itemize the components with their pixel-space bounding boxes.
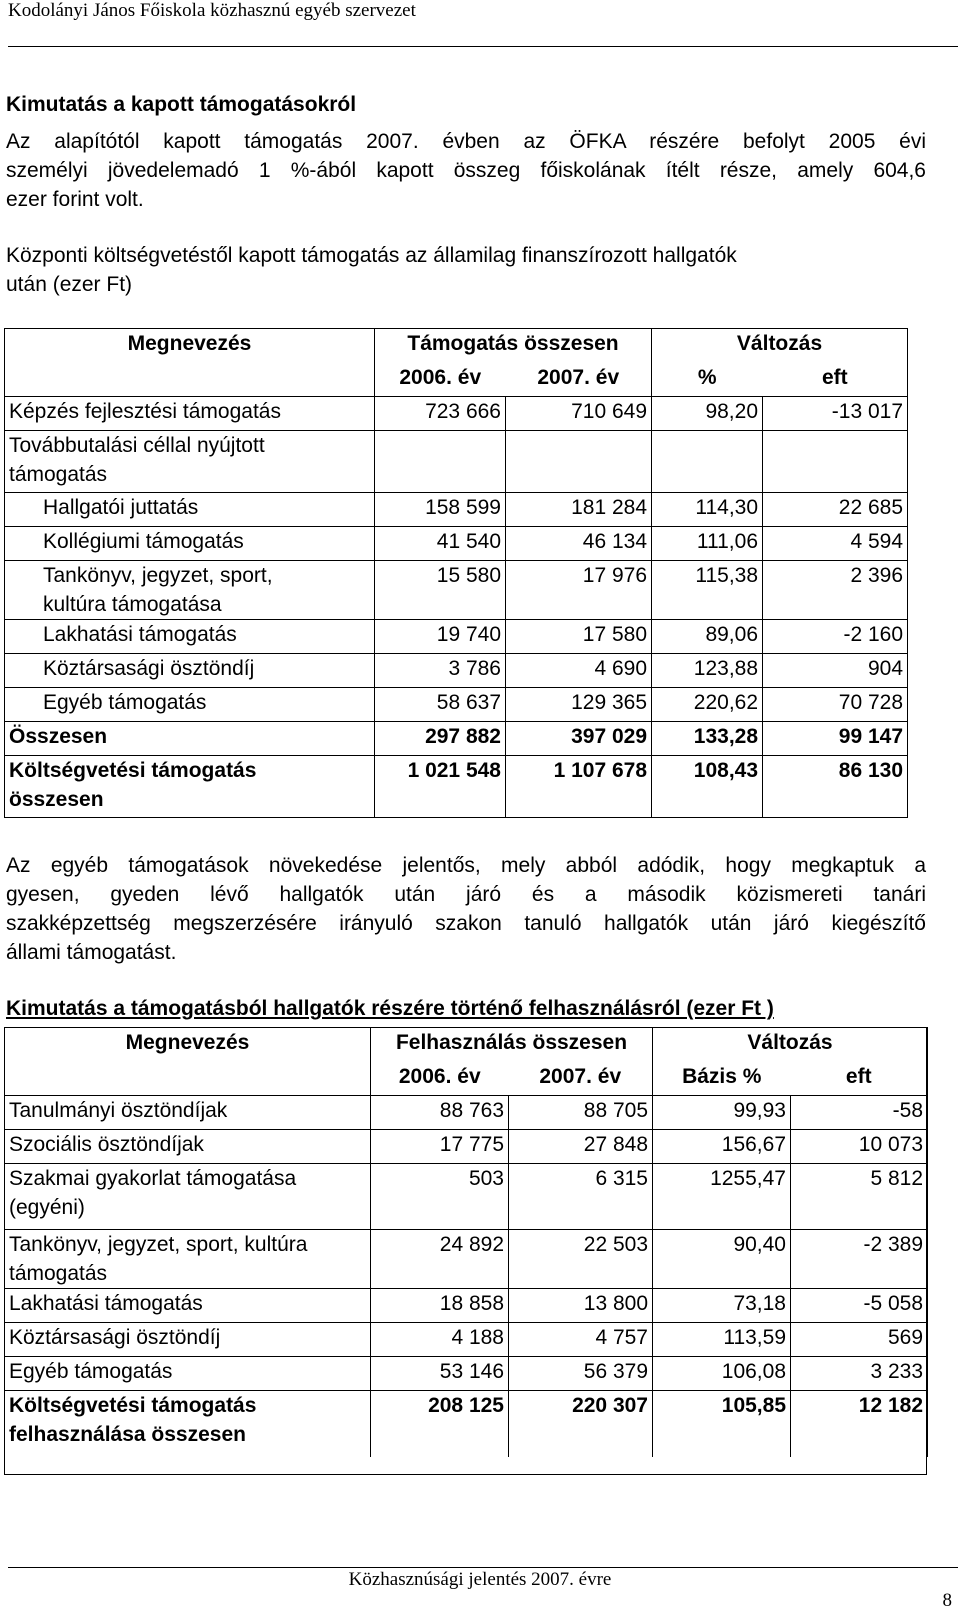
value-2007: 129 365 <box>506 688 652 722</box>
value-2007: 6 315 <box>509 1164 653 1230</box>
empty-cell <box>5 1062 371 1096</box>
value-2006: 88 763 <box>371 1096 509 1130</box>
value-2007: 397 029 <box>506 722 652 756</box>
row-label: Tankönyv, jegyzet, sport, kultúra támogatás <box>5 1230 371 1289</box>
value-percent: 114,30 <box>652 493 763 527</box>
row-label: Összesen <box>5 722 375 756</box>
value-2007: 88 705 <box>509 1096 653 1130</box>
column-header-change: Változás <box>653 1028 928 1062</box>
empty-cell <box>506 431 652 493</box>
value-percent: 73,18 <box>653 1289 791 1323</box>
table-row <box>5 654 908 688</box>
value-eft: 86 130 <box>763 756 908 818</box>
table-row <box>5 1289 928 1323</box>
value-2007: 17 976 <box>506 561 652 620</box>
value-percent: 123,88 <box>652 654 763 688</box>
value-percent: 90,40 <box>653 1230 791 1289</box>
heading-line: után (ezer Ft) <box>6 273 133 296</box>
heading-line: Központi költségvetéstől kapott támogatás az államilag finanszírozott hallgatók <box>6 244 737 267</box>
value-2007: 4 690 <box>506 654 652 688</box>
row-label: Lakhatási támogatás <box>5 620 375 654</box>
row-label: Egyéb támogatás <box>5 688 375 722</box>
value-eft: 99 147 <box>763 722 908 756</box>
value-2006: 18 858 <box>371 1289 509 1323</box>
row-label: Egyéb támogatás <box>5 1357 371 1391</box>
table-row <box>5 493 908 527</box>
table-subheader-row <box>5 363 908 397</box>
value-percent: 113,59 <box>653 1323 791 1357</box>
empty-cell <box>652 431 763 493</box>
row-label: Tankönyv, jegyzet, sport, kultúra támogatása <box>5 561 375 620</box>
table-row <box>5 397 908 431</box>
value-percent: 108,43 <box>652 756 763 818</box>
paragraph-line: szakképzettség megszerzésére irányuló szakon tanuló hallgatók után járó kiegészítő <box>6 912 926 935</box>
value-2007: 17 580 <box>506 620 652 654</box>
column-header-percent: % <box>652 363 763 397</box>
value-percent: 156,67 <box>653 1130 791 1164</box>
value-percent: 220,62 <box>652 688 763 722</box>
value-eft: 904 <box>763 654 908 688</box>
paragraph-line: állami támogatást. <box>6 941 177 964</box>
table-header-row <box>5 1028 928 1062</box>
value-eft: 4 594 <box>763 527 908 561</box>
value-2007: 56 379 <box>509 1357 653 1391</box>
value-percent: 106,08 <box>653 1357 791 1391</box>
value-2007: 1 107 678 <box>506 756 652 818</box>
value-percent: 111,06 <box>652 527 763 561</box>
value-percent: 105,85 <box>653 1391 791 1457</box>
value-percent: 99,93 <box>653 1096 791 1130</box>
value-eft: -2 160 <box>763 620 908 654</box>
paragraph-line: Az alapítótól kapott támogatás 2007. évben az ÖFKA részére befolyt 2005 évi <box>6 130 926 153</box>
founder-support-paragraph <box>6 127 926 214</box>
table-subheader-row <box>5 1062 928 1096</box>
value-percent: 115,38 <box>652 561 763 620</box>
usage-table-heading: Kimutatás a támogatásból hallgatók részére történő felhasználásról (ezer Ft ) <box>6 997 774 1020</box>
value-2006: 58 637 <box>375 688 506 722</box>
column-header-2006: 2006. év <box>375 363 506 397</box>
table-row <box>5 620 908 654</box>
column-header-base-percent: Bázis % <box>653 1062 791 1096</box>
value-eft: 70 728 <box>763 688 908 722</box>
value-2006: 53 146 <box>371 1357 509 1391</box>
table-row <box>5 1230 928 1289</box>
row-label: Szakmai gyakorlat támogatása (egyéni) <box>5 1164 371 1230</box>
table-row <box>5 1357 928 1391</box>
column-header-total: Felhasználás összesen <box>371 1028 653 1062</box>
section-heading-support: Kimutatás a kapott támogatásokról <box>6 93 357 116</box>
row-label: Lakhatási támogatás <box>5 1289 371 1323</box>
value-eft: -58 <box>791 1096 928 1130</box>
value-percent: 133,28 <box>652 722 763 756</box>
column-header-2007: 2007. év <box>509 1062 653 1096</box>
value-eft: -2 389 <box>791 1230 928 1289</box>
value-percent: 98,20 <box>652 397 763 431</box>
table-row <box>5 431 908 493</box>
paragraph-line: gyesen, gyeden lévő hallgatók után járó és a második közismereti tanári <box>6 883 926 906</box>
row-label: Szociális ösztöndíjak <box>5 1130 371 1164</box>
other-support-paragraph <box>6 851 926 967</box>
value-eft: -5 058 <box>791 1289 928 1323</box>
table-row <box>5 1130 928 1164</box>
value-2007: 22 503 <box>509 1230 653 1289</box>
value-percent: 1255,47 <box>653 1164 791 1230</box>
empty-cell <box>375 431 506 493</box>
value-2006: 297 882 <box>375 722 506 756</box>
column-header-change: Változás <box>652 329 908 363</box>
value-2006: 1 021 548 <box>375 756 506 818</box>
column-header-eft: eft <box>763 363 908 397</box>
value-eft: 12 182 <box>791 1391 928 1457</box>
table-row <box>5 527 908 561</box>
central-budget-table <box>4 328 908 818</box>
footer-title: Közhasznúsági jelentés 2007. évre <box>348 1569 612 1590</box>
paragraph-line: ezer forint volt. <box>6 188 144 211</box>
paragraph-line: személyi jövedelemadó 1 %-ából kapott összeg főiskolának ítélt része, amely 604,6 <box>6 159 926 182</box>
column-header-eft: eft <box>791 1062 928 1096</box>
table-row <box>5 1164 928 1230</box>
table-header-row <box>5 329 908 363</box>
table-total-row <box>5 722 908 756</box>
table-row <box>5 1323 928 1357</box>
value-2006: 19 740 <box>375 620 506 654</box>
page-header <box>8 0 958 47</box>
table-row <box>5 561 908 620</box>
value-2007: 4 757 <box>509 1323 653 1357</box>
column-header-total: Támogatás összesen <box>375 329 652 363</box>
value-2006: 15 580 <box>375 561 506 620</box>
row-label: Képzés fejlesztési támogatás <box>5 397 375 431</box>
row-label: Tanulmányi ösztöndíjak <box>5 1096 371 1130</box>
value-eft: -13 017 <box>763 397 908 431</box>
value-2007: 710 649 <box>506 397 652 431</box>
row-label: Köztársasági ösztöndíj <box>5 654 375 688</box>
row-label: Kollégiumi támogatás <box>5 527 375 561</box>
column-header-2006: 2006. év <box>371 1062 509 1096</box>
value-2007: 27 848 <box>509 1130 653 1164</box>
row-label: Továbbutalási céllal nyújtott támogatás <box>5 431 375 493</box>
row-label: Köztársasági ösztöndíj <box>5 1323 371 1357</box>
value-2007: 220 307 <box>509 1391 653 1457</box>
table-grand-total-row <box>5 1391 928 1457</box>
value-2007: 181 284 <box>506 493 652 527</box>
value-eft: 3 233 <box>791 1357 928 1391</box>
value-2006: 503 <box>371 1164 509 1230</box>
value-2006: 3 786 <box>375 654 506 688</box>
value-2007: 13 800 <box>509 1289 653 1323</box>
organization-name: Kodolányi János Főiskola közhasznú egyéb szervezet <box>8 0 416 21</box>
table-grand-total-row <box>5 756 908 818</box>
value-eft: 5 812 <box>791 1164 928 1230</box>
central-budget-heading <box>6 241 926 299</box>
paragraph-line: Az egyéb támogatások növekedése jelentős, mely abból adódik, hogy megkaptuk a <box>6 854 926 877</box>
value-eft: 2 396 <box>763 561 908 620</box>
usage-table <box>4 1027 928 1457</box>
value-percent: 89,06 <box>652 620 763 654</box>
value-eft: 22 685 <box>763 493 908 527</box>
value-2006: 4 188 <box>371 1323 509 1357</box>
row-label: Költségvetési támogatás összesen <box>5 756 375 818</box>
value-2006: 208 125 <box>371 1391 509 1457</box>
footer-divider <box>8 1567 958 1568</box>
value-2006: 158 599 <box>375 493 506 527</box>
table-row <box>5 1096 928 1130</box>
page-number: 8 <box>942 1590 952 1611</box>
value-2006: 24 892 <box>371 1230 509 1289</box>
value-2007: 46 134 <box>506 527 652 561</box>
value-eft: 569 <box>791 1323 928 1357</box>
row-label: Költségvetési támogatás felhasználása összesen <box>5 1391 371 1457</box>
value-2006: 41 540 <box>375 527 506 561</box>
column-header-2007: 2007. év <box>506 363 652 397</box>
row-label: Hallgatói juttatás <box>5 493 375 527</box>
column-header-name: Megnevezés <box>5 1028 371 1062</box>
empty-cell <box>5 363 375 397</box>
value-2006: 723 666 <box>375 397 506 431</box>
column-header-name: Megnevezés <box>5 329 375 363</box>
value-eft: 10 073 <box>791 1130 928 1164</box>
value-2006: 17 775 <box>371 1130 509 1164</box>
table-row <box>5 688 908 722</box>
empty-cell <box>763 431 908 493</box>
